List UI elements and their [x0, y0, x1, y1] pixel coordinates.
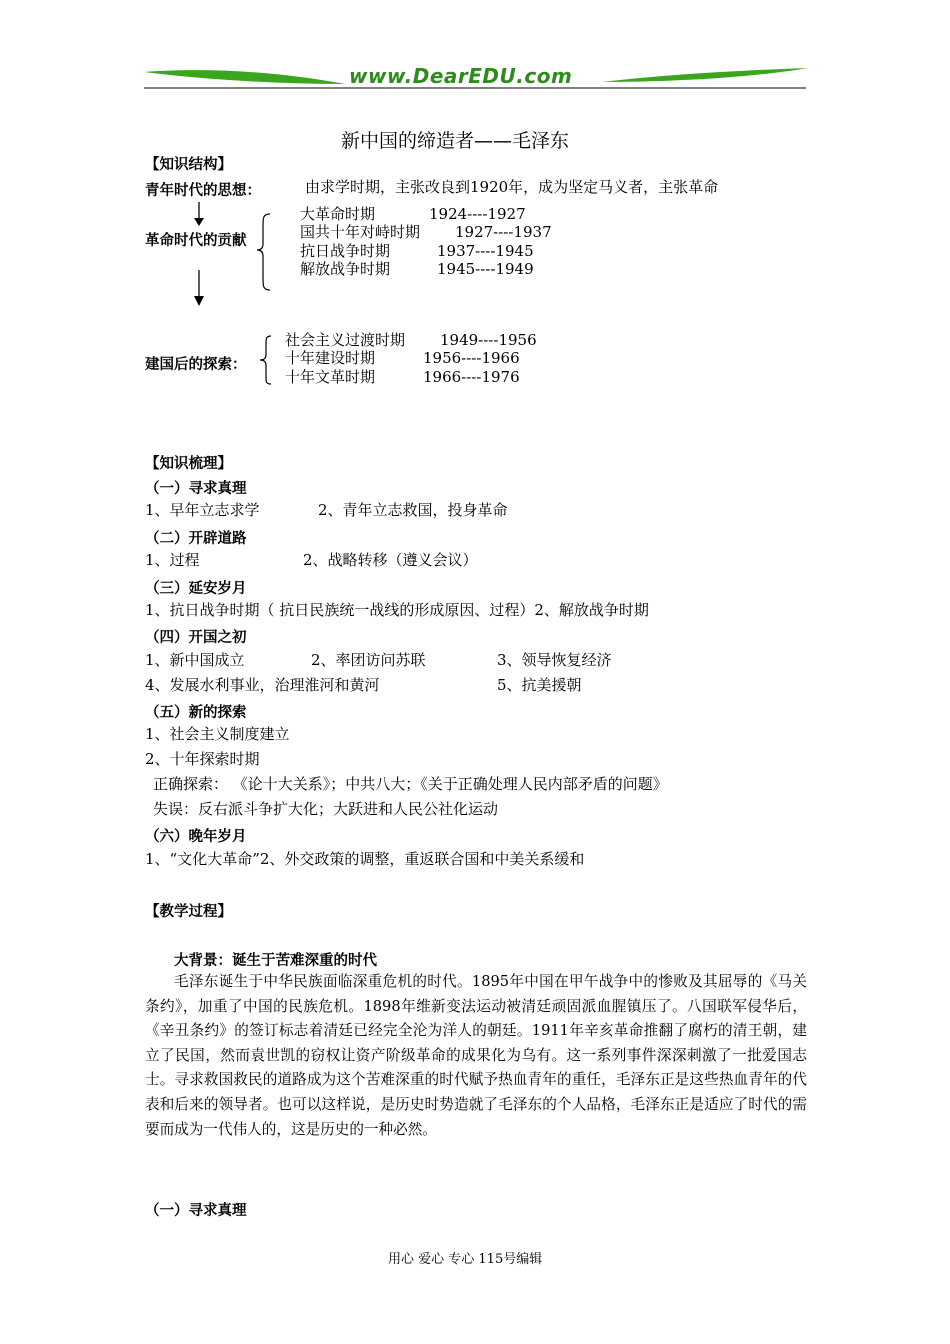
s4-item-1: 1、新中国成立: [145, 651, 245, 669]
s4-item-4: 4、发展水利事业，治理淮河和黄河: [145, 676, 380, 694]
s4-item-3: 3、领导恢复经济: [497, 651, 612, 669]
rev-period-1: 大革命时期: [300, 205, 376, 223]
s2-item-1: 1、过程: [145, 551, 200, 569]
s5-item-1: 1、社会主义制度建立: [145, 725, 290, 743]
s5-mistakes: 失误：反右派斗争扩大化；大跃进和人民公社化运动: [153, 800, 499, 818]
left-brace-icon: [255, 212, 275, 292]
section-5-title: （五）新的探索: [145, 705, 247, 721]
rev-period-4: 解放战争时期: [300, 260, 391, 278]
youth-text: 由求学时期，主张改良到1920年，成为坚定马义者，主张革命: [305, 178, 719, 196]
rev-years-4: 1945----1949: [437, 260, 534, 278]
section-1-title: （一）寻求真理: [145, 481, 247, 497]
page-title: 新中国的缔造者——毛泽东: [341, 130, 570, 152]
s1-item-2: 2、青年立志救国，投身革命: [318, 501, 508, 519]
background-title: 大背景：诞生于苦难深重的时代: [174, 953, 377, 969]
down-arrow-icon: [190, 200, 210, 310]
left-brace-icon: [257, 334, 277, 386]
s2-item-2: 2、战略转移（遵义会议）: [303, 551, 478, 569]
s3-item-1: 1、抗日战争时期（ 抗日民族统一战线的形成原因、过程）2、解放战争时期: [145, 601, 649, 619]
page-footer: 用心 爱心 专心 115号编辑: [388, 1252, 543, 1267]
youth-label: 青年时代的思想：: [145, 183, 261, 199]
rev-years-2: 1927----1937: [455, 223, 552, 241]
rev-years-3: 1937----1945: [437, 242, 534, 260]
site-logo-text[interactable]: www.DearEDU.com: [349, 64, 573, 88]
review-heading: 【知识梳理】: [145, 456, 232, 472]
found-period-1: 社会主义过渡时期: [285, 331, 406, 349]
founding-label: 建国后的探索：: [145, 357, 247, 373]
found-years-1: 1949----1956: [440, 331, 537, 349]
revolution-label: 革命时代的贡献: [145, 233, 247, 249]
section-6-title: （六）晚年岁月: [145, 829, 247, 845]
s1-item-1: 1、早年立志求学: [145, 501, 260, 519]
s4-item-5: 5、抗美援朝: [497, 676, 582, 694]
found-period-3: 十年文革时期: [285, 368, 376, 386]
s4-item-2: 2、率团访问苏联: [311, 651, 426, 669]
background-paragraph: 毛泽东诞生于中华民族面临深重危机的时代。1895年中国在甲午战争中的惨败及其屈辱的《马关条约》，加重了中国的民族危机。1898年维新变法运动被清廷顽固派血腥镇压了。八国联军侵华后，《辛丑条约》的签订标志着清廷已经完全沦为洋人的朝廷。1911年辛亥革命推翻了腐朽的清王朝，建立了民国，然而袁世凯的窃权让资产阶级革命的成果化为乌有。这一系列事件深深刺激了一批爱国志士。寻求救国救民的道路成为这个苦难深重的时代赋予热血青年的重任，毛泽东正是这些热血青年的代表和后来的领导者。也可以这样说，是历史时势造就了毛泽东的个人品格，毛泽东正是适应了时代的需要而成为一代伟人的，这是历史的一种必然。: [145, 973, 807, 1138]
process-section-1-title: （一）寻求真理: [145, 1203, 247, 1219]
rev-period-2: 国共十年对峙时期: [300, 223, 421, 241]
structure-heading: 【知识结构】: [145, 157, 232, 173]
section-4-title: （四）开国之初: [145, 630, 247, 646]
found-years-3: 1966----1976: [423, 368, 520, 386]
process-heading: 【教学过程】: [145, 904, 232, 920]
s5-correct: 正确探索： 《论十大关系》；中共八大；《关于正确处理人民内部矛盾的问题》: [153, 775, 668, 793]
found-period-2: 十年建设时期: [285, 349, 376, 367]
found-years-2: 1956----1966: [423, 349, 520, 367]
rev-period-3: 抗日战争时期: [300, 242, 391, 260]
section-3-title: （三）延安岁月: [145, 581, 247, 597]
s5-item-2: 2、十年探索时期: [145, 750, 260, 768]
rev-years-1: 1924----1927: [429, 205, 526, 223]
s6-item-1: 1、“文化大革命”2、外交政策的调整，重返联合国和中美关系缓和: [145, 850, 585, 868]
section-2-title: （二）开辟道路: [145, 531, 247, 547]
